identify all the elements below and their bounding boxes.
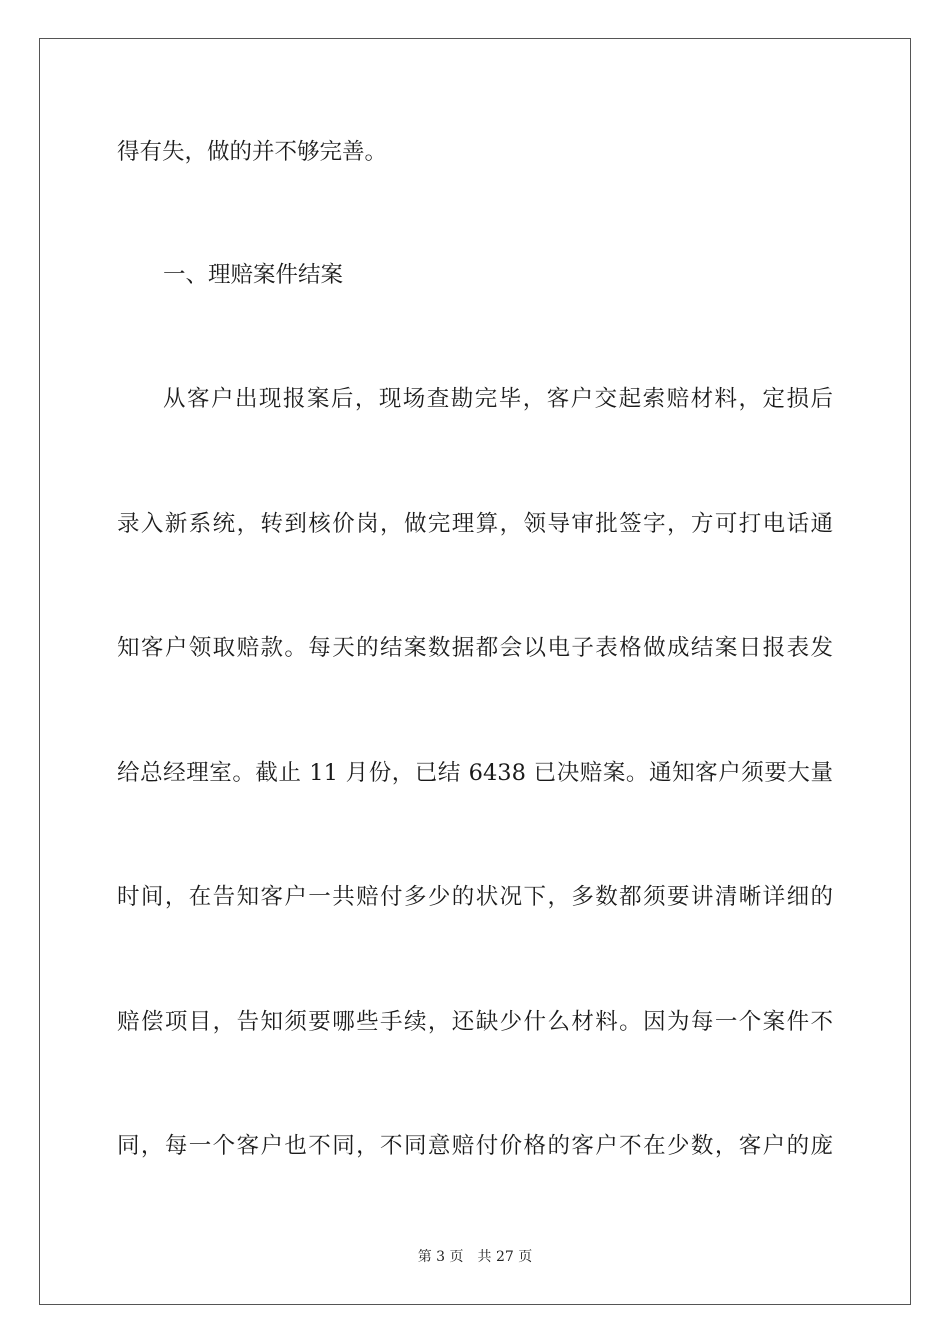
- paragraph-line: 时间，在告知客户一共赔付多少的状况下，多数都须要讲清晰详细的: [117, 884, 833, 910]
- paragraph-line: 赔偿项目，告知须要哪些手续，还缺少什么材料。因为每一个案件不: [117, 1009, 833, 1035]
- paragraph-line: 录入新系统，转到核价岗，做完理算，领导审批签字，方可打电话通: [117, 511, 833, 537]
- page-number: 第 3 页: [417, 1249, 464, 1265]
- paragraph-line: 从客户出现报案后，现场查勘完毕，客户交起索赔材料，定损后: [163, 386, 833, 412]
- paragraph-line: 得有失，做的并不够完善。: [117, 139, 388, 165]
- paragraph-line: 同，每一个客户也不同，不同意赔付价格的客户不在少数，客户的庞: [117, 1133, 833, 1159]
- page-footer: [0, 1247, 950, 1267]
- paragraph-line: 知客户领取赔款。每天的结案数据都会以电子表格做成结案日报表发: [117, 635, 833, 661]
- paragraph-line: 给总经理室。截止 11 月份，已结 6438 已决赔案。通知客户须要大量: [117, 760, 833, 786]
- page-border: [39, 38, 911, 1305]
- page-total: 共 27 页: [477, 1249, 533, 1265]
- section-heading: 一、理赔案件结案: [163, 262, 344, 288]
